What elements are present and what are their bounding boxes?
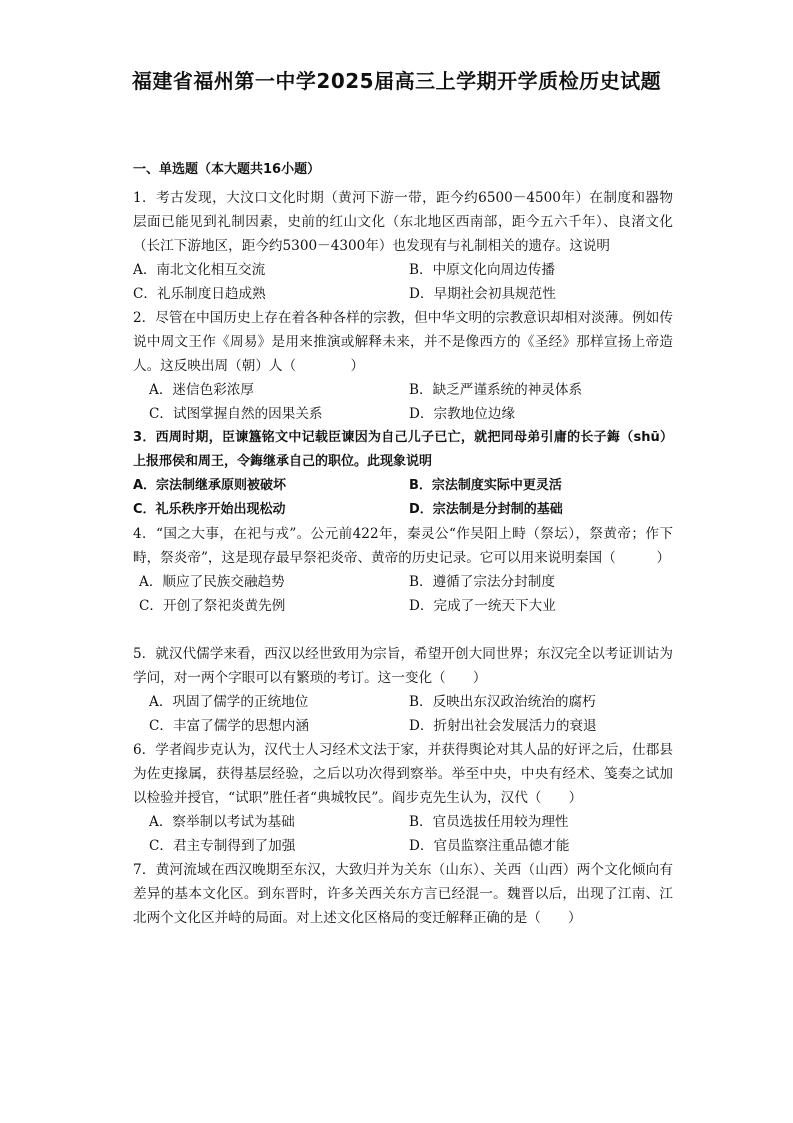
option-c: C．礼乐秩序开始出现松动 [133, 502, 286, 517]
option-d: D．早期社会初具规范性 [409, 286, 556, 302]
question-2 [133, 306, 673, 426]
option-b: B．宗法制度实际中更灵活 [409, 478, 562, 493]
option-b: B．中原文化向周边传播 [409, 262, 555, 278]
option-d: D．官员监察注重品德才能 [409, 838, 570, 854]
blank-line [133, 618, 673, 642]
option-c: C．试图掌握自然的因果关系 [149, 406, 323, 422]
option-a: A．宗法制继承原则被破坏 [133, 478, 287, 493]
option-d: D．完成了一统天下大业 [409, 598, 556, 614]
option-c: C．丰富了儒学的思想内涵 [149, 718, 309, 734]
option-b: B．反映出东汉政治统治的腐朽 [409, 694, 596, 710]
option-d: D．宗教地位边缘 [409, 406, 516, 422]
option-b: B．遵循了宗法分封制度 [409, 574, 555, 590]
question-3 [133, 426, 673, 522]
question-stem: 4．“国之大事，在祀与戎”。公元前422年，秦灵公“作吴阳上畤（祭坛），祭黄帝；作下畤，祭炎帝”，这是现存最早祭祀炎帝、黄帝的历史记录。它可以用来说明秦国（ ） [133, 526, 673, 566]
option-a: A．察举制以考试为基础 [149, 814, 295, 830]
option-a: A．南北文化相互交流 [133, 262, 266, 278]
section-heading: 一、单选题（本大题共16小题） [133, 162, 321, 177]
question-list [133, 186, 673, 930]
question-stem: 5．就汉代儒学来看，西汉以经世致用为宗旨，希望开创大同世界；东汉完全以考证训诂为学问，对一两个字眼可以有繁琐的考订。这一变化（ ） [133, 646, 673, 686]
option-b: B．官员选拔任用较为理性 [409, 814, 569, 830]
option-a: A．巩固了儒学的正统地位 [149, 694, 309, 710]
option-b: B．缺乏严谨系统的神灵体系 [409, 382, 583, 398]
page-title: 福建省福州第一中学2025届高三上学期开学质检历史试题 [131, 69, 662, 93]
question-stem: 1．考古发现，大汶口文化时期（黄河下游一带，距今约6500－4500年）在制度和器物层面已能见到礼制因素，史前的红山文化（东北地区西南部，距今五六千年）、良渚文化（长江下游地区，距今约5300－4300年）也发现有与礼制相关的遗存。这说明 [133, 190, 673, 254]
question-stem: 7．黄河流域在西汉晚期至东汉，大致归并为关东（山东）、关西（山西）两个文化倾向有差异的基本文化区。到东晋时，许多关西关东方言已经混一。魏晋以后，出现了江南、江北两个文化区并峙的局面。对上述文化区格局的变迁解释正确的是（ ） [133, 862, 673, 926]
option-d: D．宗法制是分封制的基础 [409, 502, 563, 517]
question-1 [133, 186, 673, 306]
question-6 [133, 738, 673, 858]
question-7 [133, 858, 673, 930]
question-4 [133, 522, 673, 618]
option-c: C．礼乐制度日趋成熟 [133, 286, 266, 302]
option-c: C．君主专制得到了加强 [149, 838, 296, 854]
question-stem: 6．学者阎步克认为，汉代士人习经术文法于家，并获得舆论对其人品的好评之后，仕郡县为佐吏掾属，获得基层经验，之后以功次得到察举。举至中央，中央有经术、笺奏之试加以检验并授官，“试职”胜任者“典城牧民”。阎步克先生认为，汉代（ ） [133, 742, 673, 806]
option-a: A．迷信色彩浓厚 [149, 382, 254, 398]
option-a: A．顺应了民族交融趋势 [139, 574, 285, 590]
question-stem: 3．西周时期，臣谏簋铭文中记载臣谏因为自己儿子已亡，就把同母弟引庸的长子鋂（shū）上报邢侯和周王，令鋂继承自己的职位。此现象说明 [133, 430, 673, 469]
option-c: C．开创了祭祀炎黄先例 [139, 598, 286, 614]
option-d: D．折射出社会发展活力的衰退 [409, 718, 597, 734]
question-5 [133, 642, 673, 738]
question-stem: 2．尽管在中国历史上存在着各种各样的宗教，但中华文明的宗教意识却相对淡薄。例如传说中周文王作《周易》是用来推演或解释未来，并不是像西方的《圣经》那样宣扬上帝造人。这反映出周（朝）人（ ） [133, 310, 673, 374]
